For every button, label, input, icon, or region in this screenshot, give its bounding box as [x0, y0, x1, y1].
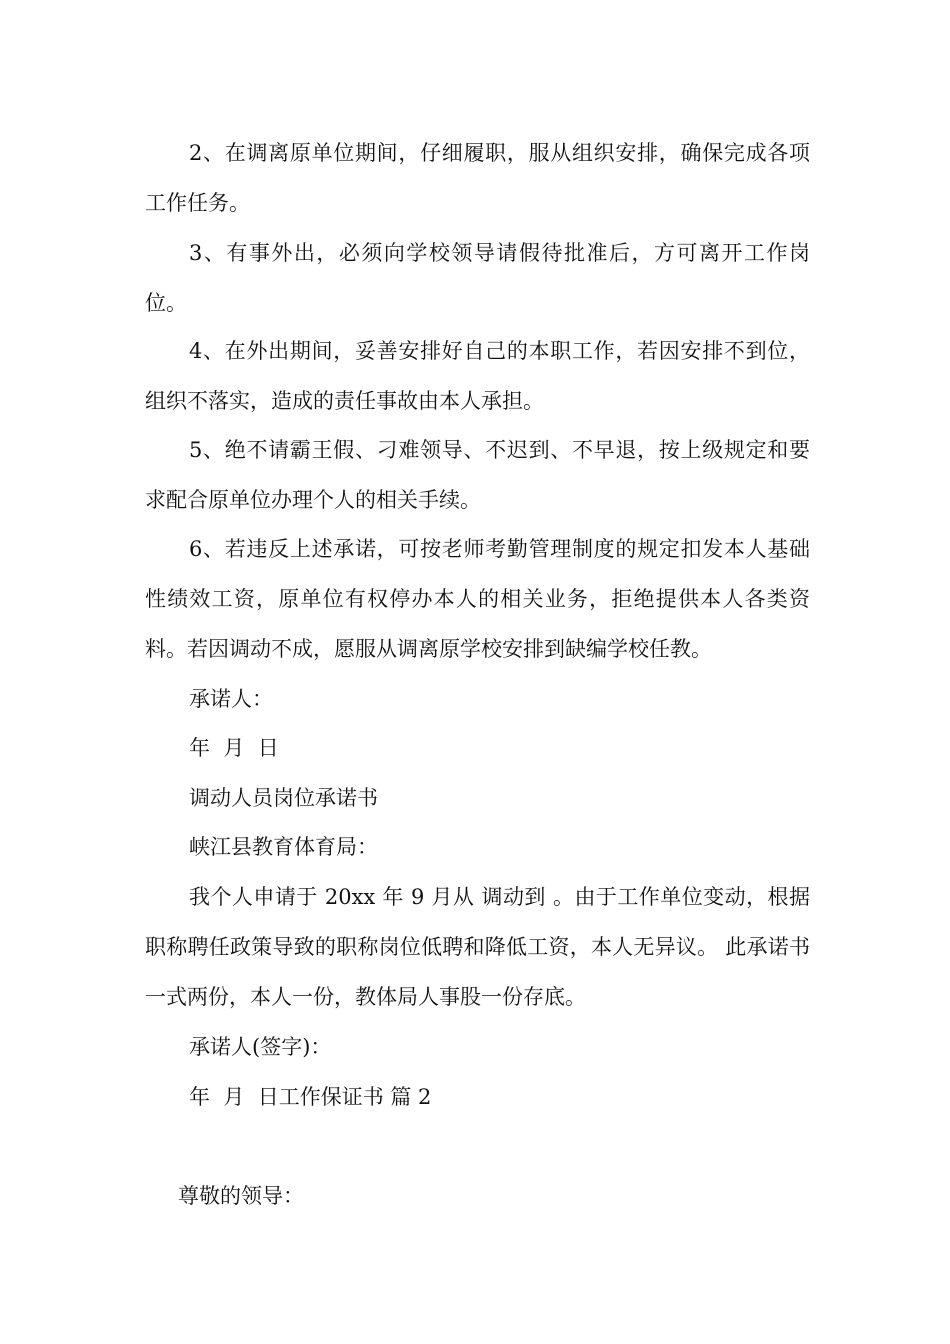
item-2-paragraph: 2、在调离原单位期间，仔细履职，服从组织安排，确保完成各项工作任务。	[145, 141, 810, 215]
item-5-paragraph: 5、绝不请霸王假、刁难领导、不迟到、不早退，按上级规定和要求配合原单位办理个人的相关手续。	[145, 438, 810, 512]
greeting: 尊敬的领导：	[178, 1184, 304, 1208]
date-line: 年 月 日	[189, 736, 279, 760]
item-4-paragraph: 4、在外出期间，妥善安排好自己的本职工作，若因安排不到位，组织不落实，造成的责任事故由本人承担。	[145, 339, 810, 413]
item-3-paragraph: 3、有事外出，必须向学校领导请假待批准后，方可离开工作岗位。	[145, 241, 810, 315]
addressee: 峡江县教育体育局：	[189, 835, 378, 859]
date-and-section-title: 年 月 日工作保证书 篇 2	[189, 1085, 432, 1109]
signer-signature-label: 承诺人(签字)：	[189, 1035, 332, 1059]
item-6-paragraph: 6、若违反上述承诺，可按老师考勤管理制度的规定扣发本人基础性绩效工资，原单位有权停办本人的相关业务，拒绝提供本人各类资料。若因调动不成，愿服从调离原学校安排到缺编学校任教。	[145, 537, 810, 661]
commitment-body-paragraph: 我个人申请于 20xx 年 9 月从 调动到 。由于工作单位变动，根据职称聘任政策导致的职称岗位低聘和降低工资，本人无异议。 此承诺书一式两份，本人一份，教体局人事股一份存底。	[145, 885, 810, 1009]
signer-label: 承诺人：	[189, 687, 273, 711]
document-title: 调动人员岗位承诺书	[189, 786, 378, 810]
